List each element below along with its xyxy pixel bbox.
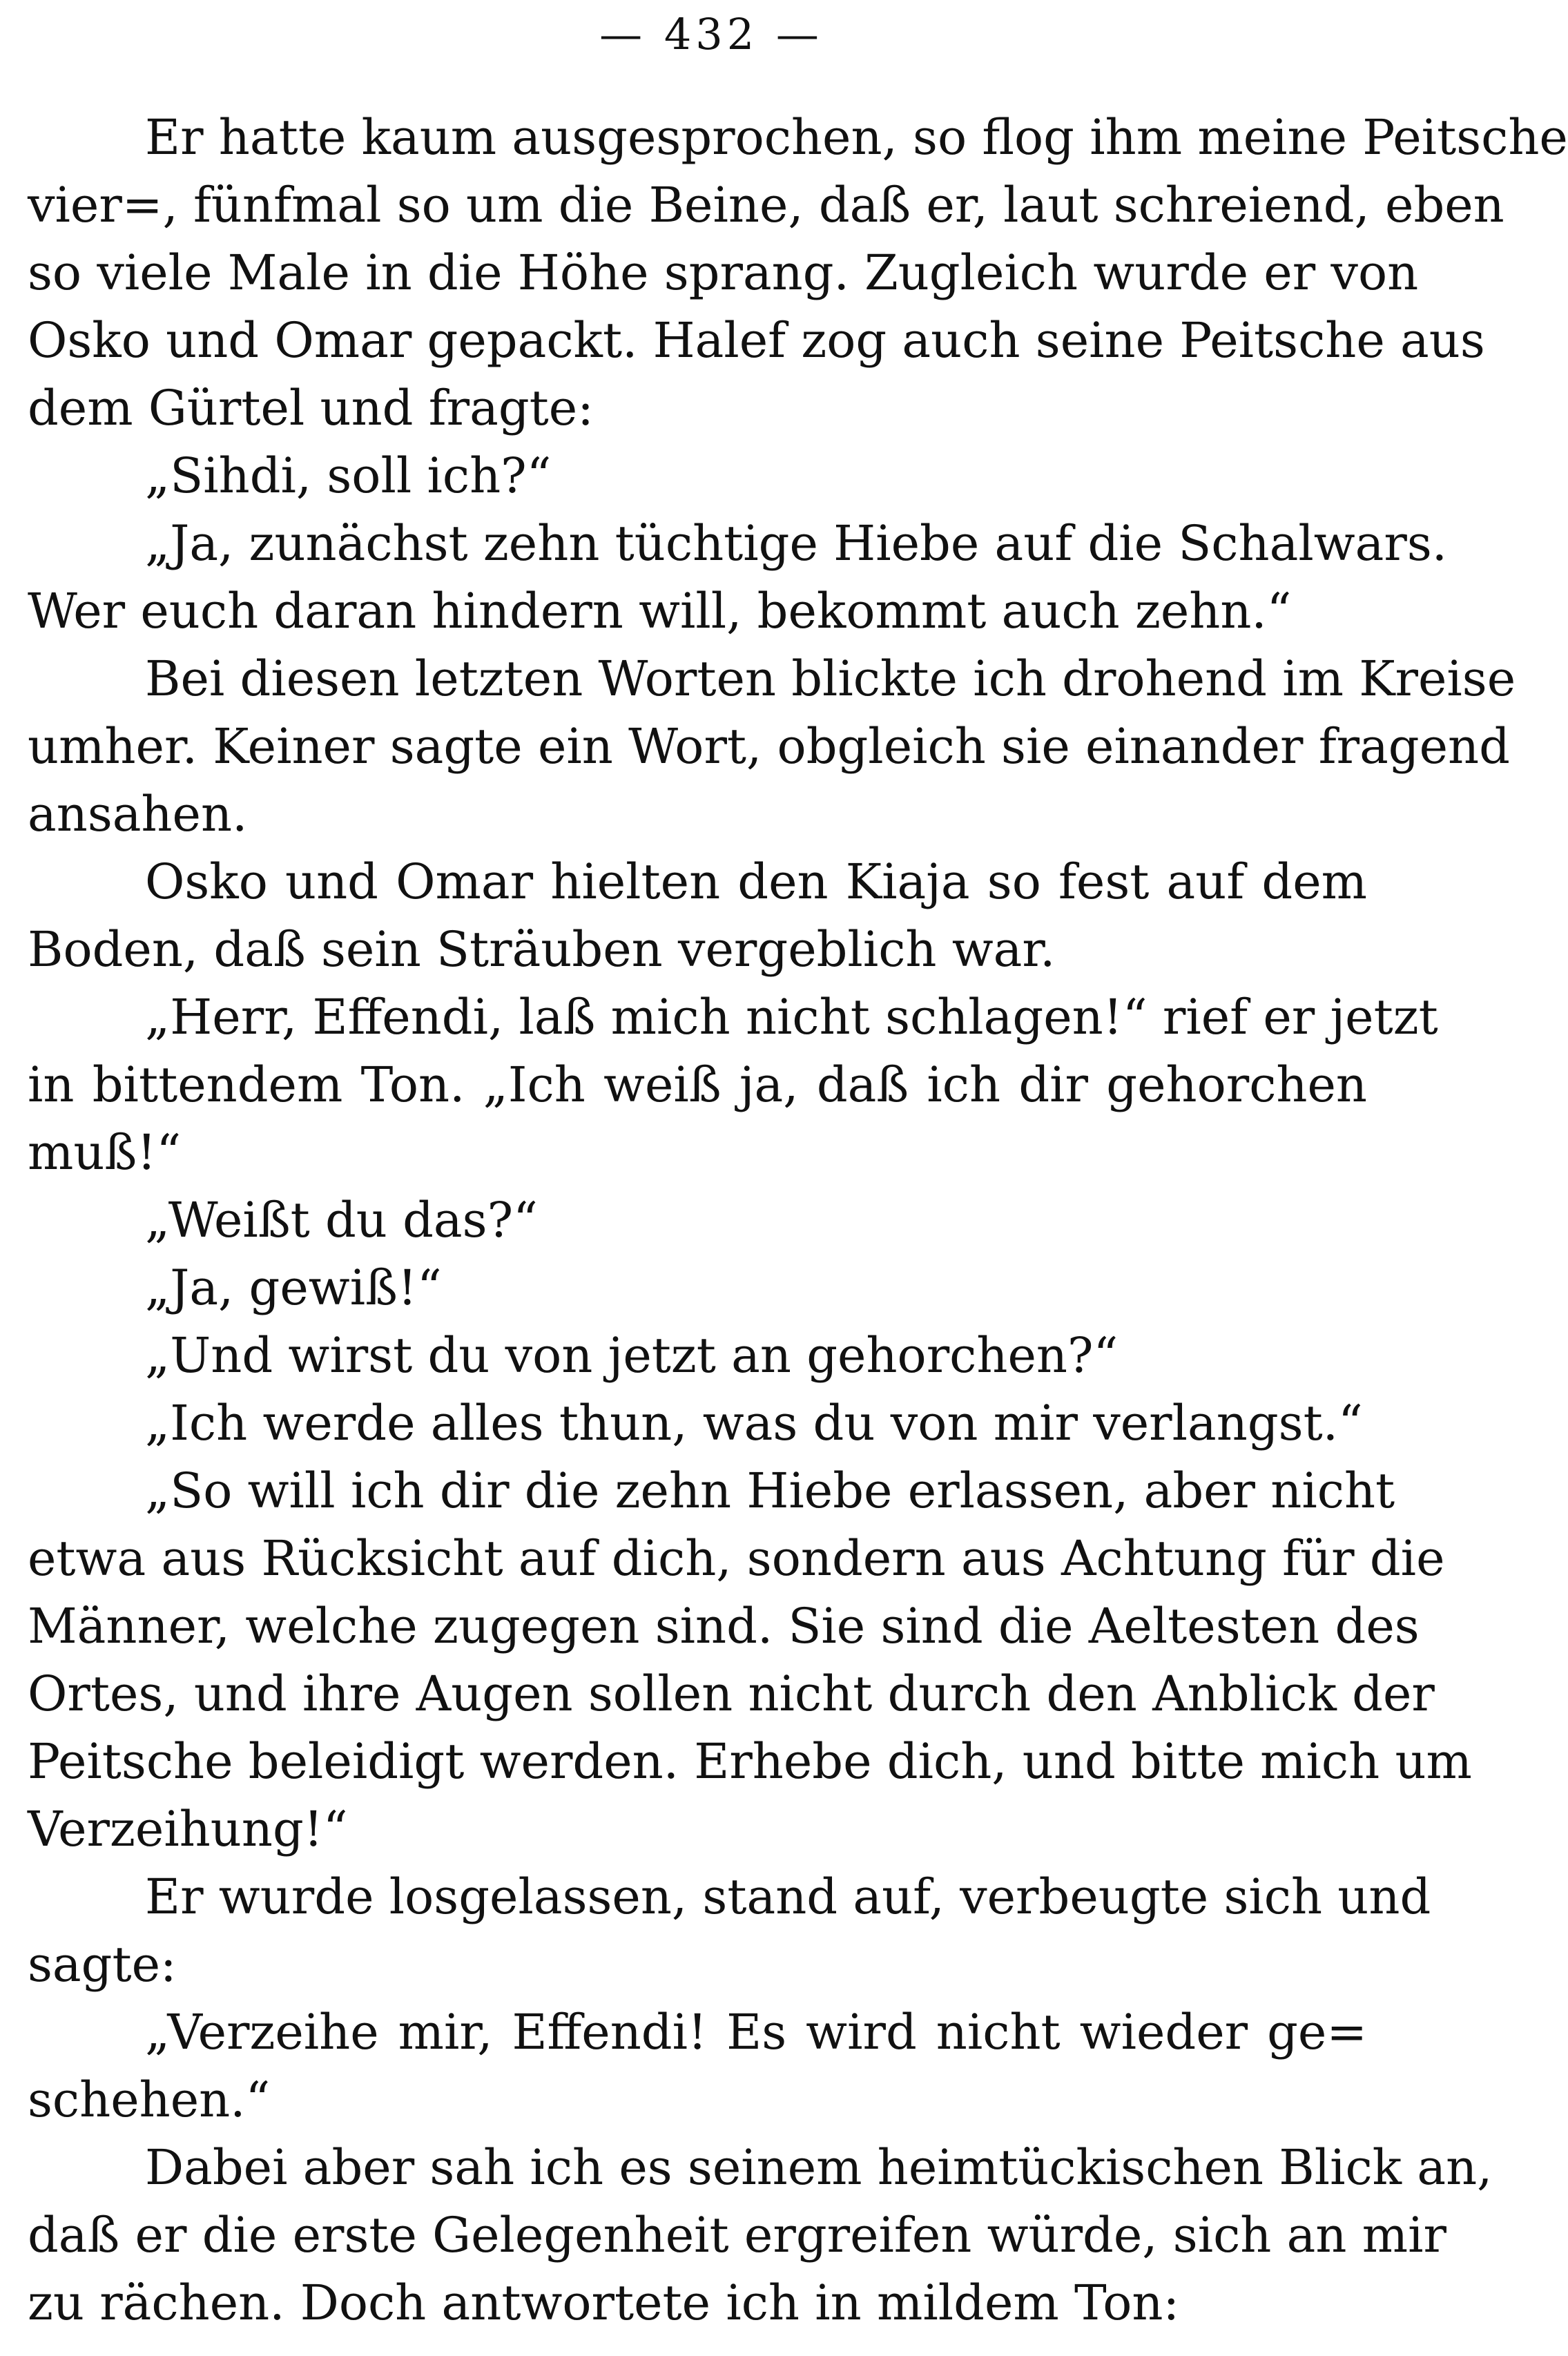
body-text <box>28 104 1568 2337</box>
text-line: Männer, welche zugegen sind. Sie sind die Aeltesten des <box>28 1598 1420 1654</box>
text-line: Bei diesen letzten Worten blickte ich drohend im Kreise <box>145 650 1516 707</box>
text-line: vier=, fünfmal so um die Beine, daß er, laut schreiend, eben <box>28 177 1504 233</box>
text-line: ansahen. <box>28 786 248 842</box>
text-line: sagte: <box>28 1936 177 1993</box>
text-line: „Ja, gewiß!“ <box>145 1259 442 1316</box>
text-line: „Und wirst du von jetzt an gehorchen?“ <box>145 1327 1119 1384</box>
text-line: schehen.“ <box>28 2072 271 2128</box>
page-number-header: — 432 — <box>599 9 823 59</box>
text-line: Ortes, und ihre Augen sollen nicht durch den Anblick der <box>28 1665 1435 1722</box>
text-line: dem Gürtel und fragte: <box>28 380 594 436</box>
text-line: Boden, daß sein Sträuben vergeblich war. <box>28 921 1056 978</box>
text-line: „So will ich dir die zehn Hiebe erlassen, aber nicht <box>145 1462 1395 1519</box>
text-line: „Ja, zunächst zehn tüchtige Hiebe auf die Schalwars. <box>145 515 1448 572</box>
text-line: Osko und Omar hielten den Kiaja so fest auf dem <box>145 853 1367 910</box>
text-line: Verzeihung!“ <box>28 1801 348 1857</box>
text-line: muß!“ <box>28 1124 182 1181</box>
text-line: Peitsche beleidigt werden. Erhebe dich, und bitte mich um <box>28 1733 1472 1790</box>
text-line: Er hatte kaum ausgesprochen, so flog ihm meine Peitsche <box>145 109 1568 166</box>
text-line: Dabei aber sah ich es seinem heimtückischen Blick an, <box>145 2139 1493 2196</box>
text-line: in bittendem Ton. „Ich weiß ja, daß ich dir gehorchen <box>28 1056 1367 1113</box>
text-line: Wer euch daran hindern will, bekommt auch zehn.“ <box>28 583 1292 639</box>
text-line: „Weißt du das?“ <box>145 1192 538 1248</box>
text-line: „Ich werde alles thun, was du von mir verlangst.“ <box>145 1395 1363 1451</box>
text-line: etwa aus Rücksicht auf dich, sondern aus Achtung für die <box>28 1530 1445 1587</box>
text-line: so viele Male in die Höhe sprang. Zugleich wurde er von <box>28 244 1419 301</box>
text-line: „Sihdi, soll ich?“ <box>145 447 552 504</box>
text-line: Er wurde losgelassen, stand auf, verbeugte sich und <box>145 1869 1431 1925</box>
text-line: zu rächen. Doch antwortete ich in mildem Ton: <box>28 2275 1180 2331</box>
text-line: „Herr, Effendi, laß mich nicht schlagen!“ rief er jetzt <box>145 989 1438 1045</box>
text-line: daß er die erste Gelegenheit ergreifen würde, sich an mir <box>28 2207 1446 2263</box>
text-line: umher. Keiner sagte ein Wort, obgleich sie einander fragend <box>28 718 1510 775</box>
text-line: Osko und Omar gepackt. Halef zog auch seine Peitsche aus <box>28 312 1485 369</box>
text-line: „Verzeihe mir, Effendi! Es wird nicht wieder ge= <box>145 2004 1367 2060</box>
